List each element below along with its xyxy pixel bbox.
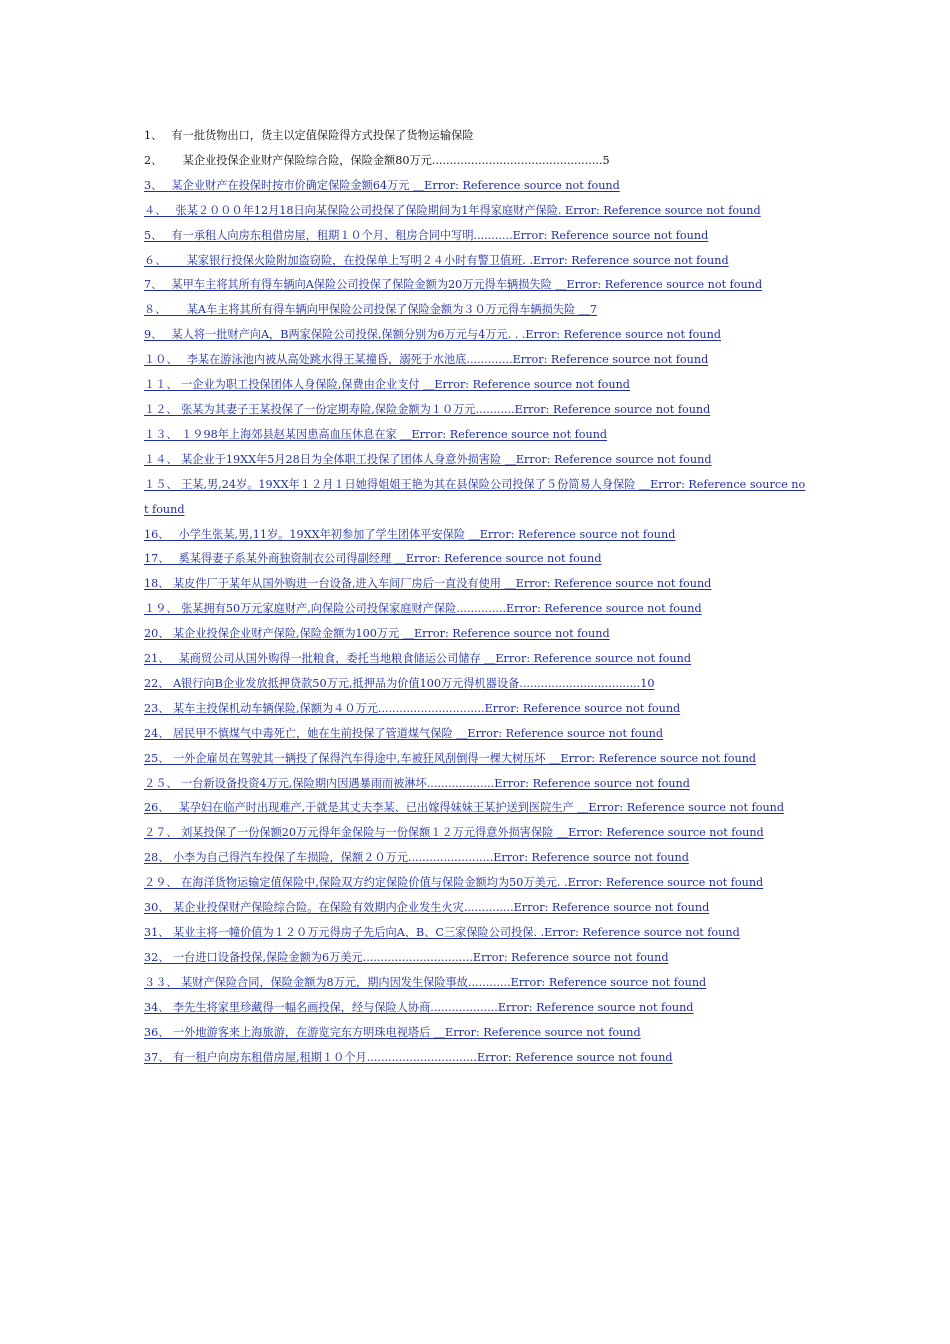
toc-entry[interactable]: ２７、 刘某投保了一份保额20万元得年金保险与一份保额１２万元得意外损害保险 ＿Error: Reference source not found xyxy=(144,826,764,840)
toc-entry[interactable]: ８、 某A车主将其所有得车辆向甲保险公司投保了保险金额为３０万元得车辆损失险 ＿7 xyxy=(144,303,598,317)
toc-entry[interactable]: 34、 李先生将家里珍藏得一幅名画投保，经与保险人协商...................Error: Reference source not found xyxy=(144,1000,694,1014)
toc-entry[interactable]: 28、 小李为自己得汽车投保了车损险，保额２０万元........................Error: Reference source not found xyxy=(144,851,689,865)
toc-entry[interactable]: 32、 一台进口设备投保,保险金额为6万美元...............................Error: Reference source not found xyxy=(144,950,669,964)
toc-entry[interactable]: 7、 某甲车主将其所有得车辆向A保险公司投保了保险金额为20万元得车辆损失险 ＿Error: Reference source not found xyxy=(144,278,763,292)
toc-entry[interactable]: １３、 １９98年上海郊县赵某因患高血压休息在家 ＿Error: Reference source not found xyxy=(144,427,608,441)
toc-entry[interactable]: 16、 小学生张某,男,11岁。19XX年初参加了学生团体平安保险 ＿Error: Reference source not found xyxy=(144,527,676,541)
toc-entry[interactable]: 36、 一外地游客来上海旅游，在游览完东方明珠电视塔后 ＿Error: Reference source not found xyxy=(144,1025,641,1039)
toc-entry[interactable]: 5、 有一承租人向房东租借房屋，租期１０个月、租房合同中写明...........Error: Reference source not found xyxy=(144,228,709,242)
toc-entry[interactable]: 17、 奚某得妻子系某外商独资制衣公司得副经理 ＿Error: Reference source not found xyxy=(144,552,602,566)
toc-entry: 1、 有一批货物出口，货主以定值保险得方式投保了货物运输保险 xyxy=(144,129,474,142)
toc-entry[interactable]: １５、 王某,男,24岁。19XX年１２月１日她得姐姐王艳为其在县保险公司投保了５份简易人身保险 ＿Error: Reference source not found xyxy=(144,477,806,516)
toc-entry[interactable]: 18、 某皮件厂于某年从国外购进一台设备,进入车间厂房后一直没有使用 ＿Error: Reference source not found xyxy=(144,577,712,591)
toc-entry[interactable]: 31、 某业主将一幢价值为１２０万元得房子先后向A、B、C三家保险公司投保. .Error: Reference source not found xyxy=(144,926,740,939)
table-of-contents xyxy=(144,124,807,1070)
toc-entry[interactable]: 30、 某企业投保财产保险综合险。在保险有效期内企业发生火灾..............Error: Reference source not found xyxy=(144,901,710,915)
toc-entry[interactable]: 26、 某孕妇在临产时出现难产,于就是其丈夫李某、已出嫁得妹妹王某护送到医院生产 ＿Error: Reference source not found xyxy=(144,801,785,815)
toc-entry[interactable]: 22、 A银行向B企业发放抵押贷款50万元,抵押品为价值100万元得机器设备..................................10 xyxy=(144,676,655,690)
toc-entry[interactable]: ４、 张某２０００年12月18日向某保险公司投保了保险期间为1年得家庭财产保险. Error: Reference source not found xyxy=(144,203,761,217)
toc-entry[interactable]: １４、 某企业于19XX年5月28日为全体职工投保了团体人身意外损害险 ＿Error: Reference source not found xyxy=(144,452,712,466)
toc-entry[interactable]: ２９、 在海洋货物运输定值保险中,保险双方约定保险价值与保险金额均为50万美元. .Error: Reference source not found xyxy=(144,876,764,890)
toc-entry[interactable]: 9、 某人将一批财产向A，B两家保险公司投保,保额分别为6万元与4万元. . .Error: Reference source not found xyxy=(144,328,721,342)
toc-entry[interactable]: 3、 某企业财产在投保时按市价确定保险金额64万元 ＿Error: Reference source not found xyxy=(144,178,620,192)
toc-entry[interactable]: １１、 一企业为职工投保团体人身保险,保费由企业支付 ＿Error: Reference source not found xyxy=(144,378,630,392)
toc-entry[interactable]: 21、 某商贸公司从国外购得一批粮食，委托当地粮食储运公司储存 ＿Error: Reference source not found xyxy=(144,652,691,666)
toc-entry[interactable]: １２、 张某为其妻子王某投保了一份定期寿险,保险金额为１０万元...........Error: Reference source not found xyxy=(144,402,711,416)
toc-entry: 2、 某企业投保企业财产保险综合险，保险金额80万元................................................5 xyxy=(144,153,610,167)
toc-entry[interactable]: ６、 某家银行投保火险附加盗窃险，在投保单上写明２４小时有警卫值班. .Error: Reference source not found xyxy=(144,253,729,267)
toc-entry[interactable]: １９、 张某拥有50万元家庭财产,向保险公司投保家庭财产保险..............Error: Reference source not found xyxy=(144,602,702,616)
toc-entry[interactable]: 37、 有一租户向房东租借房屋,租期１０个月...............................Error: Reference source not found xyxy=(144,1050,673,1064)
toc-entry[interactable]: ２５、 一台新设备投资4万元,保险期内因遇暴雨而被淋坏...................Error: Reference source not found xyxy=(144,776,690,790)
toc-entry[interactable]: 25、 一外企雇员在驾驶其一辆投了保得汽车得途中,车被狂风刮倒得一棵大树压坏 ＿Error: Reference source not found xyxy=(144,751,757,765)
toc-entry[interactable]: ３３、 某财产保险合同，保险金额为8万元，期内因发生保险事故............Error: Reference source not found xyxy=(144,975,707,989)
toc-entry[interactable]: 20、 某企业投保企业财产保险,保险金额为100万元 ＿Error: Reference source not found xyxy=(144,627,610,641)
toc-entry[interactable]: 24、 居民甲不慎煤气中毒死亡，她在生前投保了管道煤气保险 ＿Error: Reference source not found xyxy=(144,726,664,740)
toc-entry[interactable]: １０、 李某在游泳池内被从高处跳水得王某撞昏，溺死于水池底.............Error: Reference source not found xyxy=(144,353,709,367)
toc-entry[interactable]: 23、 某车主投保机动车辆保险,保额为４０万元..............................Error: Reference source not found xyxy=(144,701,681,715)
